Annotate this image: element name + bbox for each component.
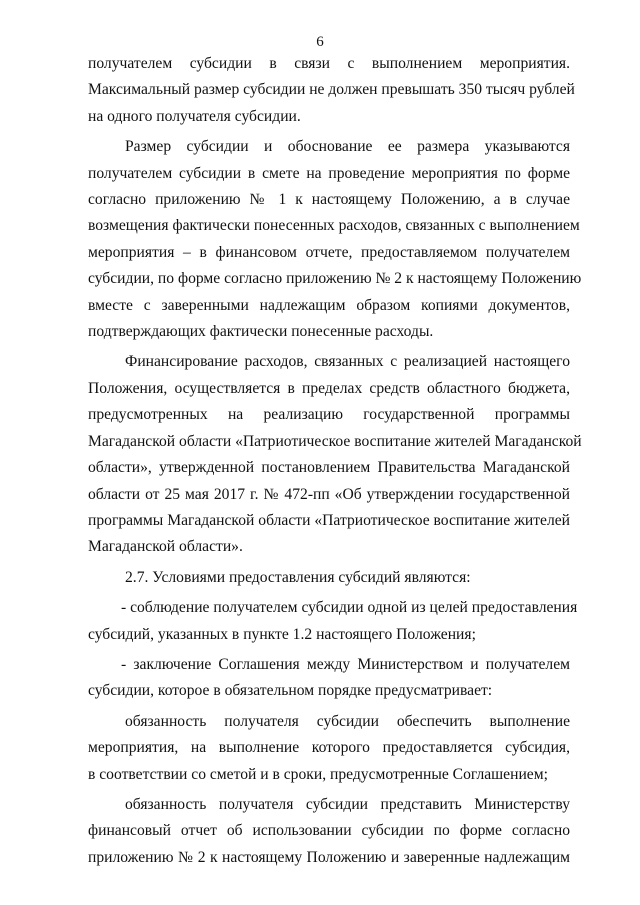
text-line: согласно приложению № 1 к настоящему Положению, а в случае — [88, 191, 570, 209]
text-line: субсидий, указанных в пункте 1.2 настоящего Положения; — [88, 625, 476, 643]
text-line: получателем субсидии в связи с выполнением мероприятия. — [88, 55, 570, 72]
text-line: Максимальный размер субсидии не должен превышать 350 тысяч рублей — [88, 81, 575, 99]
text-line: - соблюдение получателем субсидии одной из целей предоставления — [121, 599, 578, 617]
text-line: Магаданской области «Патриотическое воспитание жителей Магаданской — [88, 432, 582, 450]
document-body — [88, 51, 582, 875]
text-line: подтверждающих фактически понесенные расходы. — [88, 323, 434, 341]
text-line: возмещения фактически понесенных расходов, связанных с выполнением — [88, 217, 580, 235]
text-line: субсидии, по форме согласно приложению № 2 к настоящему Положению — [88, 270, 582, 288]
text-line: получателем субсидии в смете на проведение мероприятия по форме — [88, 164, 570, 182]
text-line: Размер субсидии и обоснование ее размера указываются — [125, 138, 570, 156]
obligation-1 — [88, 709, 570, 788]
text-line: 2.7. Условиями предоставления субсидий являются: — [125, 568, 471, 586]
text-line: Положения, осуществляется в пределах средств областного бюджета, — [88, 379, 570, 397]
text-line: Финансирование расходов, связанных с реализацией настоящего — [125, 353, 570, 371]
obligation-2 — [88, 792, 570, 871]
section-2-7 — [88, 565, 570, 591]
text-line: предусмотренных на реализацию государственной программы — [88, 406, 570, 424]
text-line: обязанность получателя субсидии обеспечить выполнение — [125, 712, 570, 730]
text-line: программы Магаданской области «Патриотическое воспитание жителей — [88, 511, 570, 529]
text-line: на одного получателя субсидии. — [88, 107, 301, 125]
text-line: мероприятия, на выполнение которого предоставляется субсидия, — [88, 739, 570, 757]
paragraph-2 — [88, 134, 582, 345]
page-number: 6 — [316, 34, 324, 50]
list-item-1 — [88, 595, 578, 648]
list-item-2 — [88, 652, 570, 705]
text-line: в соответствии со сметой и в сроки, предусмотренные Соглашением; — [88, 765, 548, 783]
text-line: приложению № 2 к настоящему Положению и заверенные надлежащим — [88, 848, 570, 866]
text-line: мероприятия – в финансовом отчете, предоставляемом получателем — [88, 243, 570, 261]
text-line: Магаданской области». — [88, 538, 243, 556]
text-line: области», утвержденной постановлением Правительства Магаданской — [88, 459, 570, 477]
text-line: финансовый отчет об использовании субсидии по форме согласно — [88, 822, 570, 840]
paragraph-3 — [88, 349, 582, 560]
text-line: - заключение Соглашения между Министерством и получателем — [121, 655, 570, 673]
text-line: обязанность получателя субсидии представить Министерству — [125, 795, 570, 813]
text-line: области от 25 мая 2017 г. № 472-пп «Об утверждении государственной — [88, 485, 570, 503]
text-line: вместе с заверенными надлежащим образом копиями документов, — [88, 296, 570, 314]
paragraph-1 — [88, 51, 575, 130]
text-line: субсидии, которое в обязательном порядке предусматривает: — [88, 682, 493, 700]
